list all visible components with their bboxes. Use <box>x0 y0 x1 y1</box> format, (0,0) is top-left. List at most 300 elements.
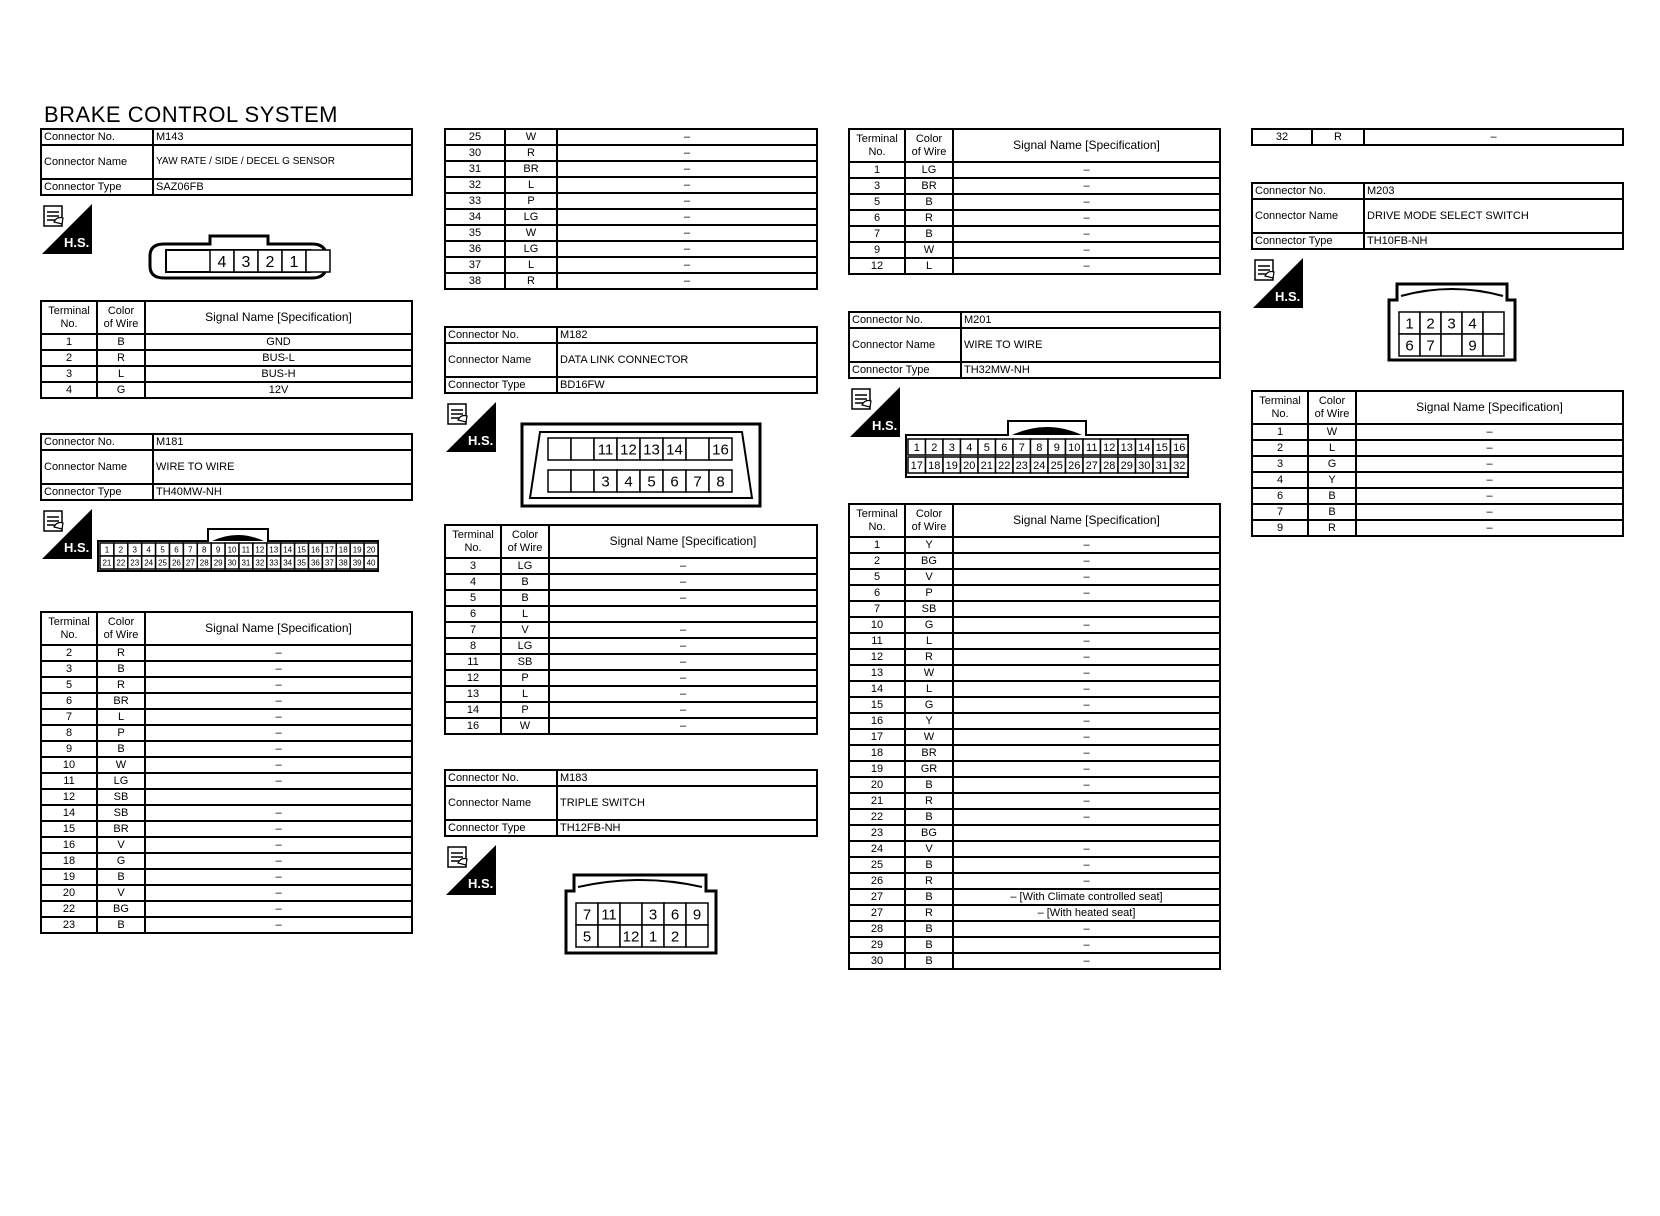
terminal-no-cell: 3 <box>1252 456 1308 472</box>
hs-label: H.S. <box>64 540 90 555</box>
terminal-row <box>445 606 817 622</box>
signal-name-cell: – <box>953 617 1220 633</box>
pin-number: 16 <box>310 545 320 555</box>
wire-color-cell: R <box>97 645 145 661</box>
wire-color-cell: Y <box>905 537 953 553</box>
m183-connector-shape <box>444 869 818 955</box>
signal-name-cell: – <box>145 661 412 677</box>
signal-name-cell: – <box>953 585 1220 601</box>
signal-name-cell: – <box>1356 440 1623 456</box>
terminal-no-cell: 3 <box>849 178 905 194</box>
terminal-no-cell: 12 <box>849 649 905 665</box>
terminal-row <box>849 921 1220 937</box>
wire-color-cell: P <box>501 702 549 718</box>
terminal-row <box>849 729 1220 745</box>
wire-color-cell: SB <box>501 654 549 670</box>
signal-name-cell <box>953 601 1220 617</box>
wire-color-cell: W <box>1308 424 1356 440</box>
signal-name-header: Signal Name [Specification] <box>953 129 1220 162</box>
pin-number: 20 <box>963 459 976 472</box>
wire-color-cell: W <box>905 665 953 681</box>
terminal-row <box>849 697 1220 713</box>
signal-name-cell: – <box>549 718 817 734</box>
pin-number: 22 <box>998 459 1011 472</box>
m201-terminal-table-continued <box>1251 128 1624 146</box>
pin-number: 7 <box>1018 441 1025 454</box>
signal-name-cell: – <box>953 178 1220 194</box>
signal-name-cell: – <box>549 590 817 606</box>
terminal-no-cell: 13 <box>849 665 905 681</box>
page-title: BRAKE CONTROL SYSTEM <box>44 102 339 127</box>
pin-number: 31 <box>1155 459 1168 472</box>
terminal-row <box>849 162 1220 178</box>
wire-color-cell: L <box>97 709 145 725</box>
wire-color-cell: R <box>905 649 953 665</box>
terminal-row <box>849 873 1220 889</box>
terminal-row <box>849 569 1220 585</box>
terminal-row <box>849 649 1220 665</box>
terminal-no-cell: 36 <box>445 241 505 257</box>
terminal-row <box>41 709 412 725</box>
pin-number: 3 <box>132 545 137 555</box>
signal-name-cell: – <box>953 729 1220 745</box>
signal-name-cell: – <box>557 145 817 161</box>
pin-number: 15 <box>297 545 307 555</box>
pin-number: 14 <box>666 441 683 459</box>
wire-color-cell: B <box>905 857 953 873</box>
pin-number: 11 <box>601 906 617 924</box>
pin-number: 7 <box>582 906 592 924</box>
pin-number: 1 <box>648 928 658 946</box>
wire-color-cell: R <box>905 793 953 809</box>
hs-label: H.S. <box>872 418 898 433</box>
pin-number: 2 <box>265 253 275 271</box>
pin-number: 7 <box>188 545 193 555</box>
signal-name-cell: – <box>953 194 1220 210</box>
terminal-no-cell: 32 <box>1252 129 1312 145</box>
pin-number: 1 <box>104 545 110 555</box>
terminal-row <box>445 161 817 177</box>
m201-connector-diagram <box>848 413 1221 479</box>
terminal-no-cell: 5 <box>445 590 501 606</box>
pin-number: 5 <box>160 545 165 555</box>
m183-terminal-table <box>848 128 1221 275</box>
connector-name-label: Connector Name <box>445 786 557 820</box>
terminal-row <box>41 917 412 933</box>
terminal-no-header: Terminal No. <box>41 612 97 645</box>
pin-cell <box>571 438 594 460</box>
terminal-no-cell: 3 <box>41 366 97 382</box>
wire-color-cell: B <box>97 741 145 757</box>
wire-color-cell: B <box>905 777 953 793</box>
connector-type-label: Connector Type <box>849 362 961 378</box>
terminal-no-cell: 14 <box>445 702 501 718</box>
signal-name-cell: – <box>557 161 817 177</box>
wire-color-cell: G <box>1308 456 1356 472</box>
pin-number: 10 <box>227 545 237 555</box>
terminal-no-cell: 14 <box>41 805 97 821</box>
signal-name-header: Signal Name [Specification] <box>549 525 817 558</box>
pin-number: 3 <box>1447 315 1456 333</box>
terminal-row <box>849 857 1220 873</box>
signal-name-cell: – <box>1356 520 1623 536</box>
wire-color-cell: Y <box>905 713 953 729</box>
terminal-row <box>849 809 1220 825</box>
pin-number: 6 <box>174 545 179 555</box>
pin-number: 19 <box>352 545 362 555</box>
signal-name-cell: – <box>953 809 1220 825</box>
wire-color-cell: B <box>905 937 953 953</box>
pin-number: 37 <box>324 558 334 568</box>
terminal-no-cell: 16 <box>445 718 501 734</box>
m181-connector-diagram <box>40 523 413 573</box>
pin-number: 21 <box>980 459 993 472</box>
terminal-no-cell: 18 <box>41 853 97 869</box>
terminal-row <box>445 638 817 654</box>
terminal-no-cell: 17 <box>849 729 905 745</box>
color-of-wire-header: Color of Wire <box>1308 391 1356 424</box>
connector-no-label: Connector No. <box>41 434 153 450</box>
signal-name-cell: BUS-H <box>145 366 412 382</box>
terminal-no-cell: 5 <box>41 677 97 693</box>
wire-color-cell: W <box>501 718 549 734</box>
terminal-row <box>1252 129 1623 145</box>
pin-number: 9 <box>215 545 221 555</box>
signal-name-cell: – <box>953 777 1220 793</box>
wire-color-cell: R <box>97 350 145 366</box>
wire-color-cell: G <box>905 617 953 633</box>
pin-number: 13 <box>643 441 660 459</box>
terminal-row <box>41 334 412 350</box>
terminal-no-cell: 28 <box>849 921 905 937</box>
pin-number: 5 <box>983 441 990 454</box>
wire-color-cell: LG <box>505 209 557 225</box>
connector-name-label: Connector Name <box>1252 199 1364 233</box>
pin-number: 6 <box>1001 441 1008 454</box>
terminal-row <box>41 741 412 757</box>
signal-name-cell <box>145 789 412 805</box>
pin-number: 36 <box>310 558 320 568</box>
pin-cell <box>548 470 571 492</box>
signal-name-cell: – <box>953 873 1220 889</box>
connector-type-label: Connector Type <box>41 484 153 500</box>
pin-number: 23 <box>1015 459 1028 472</box>
terminal-row <box>445 273 817 289</box>
connector-no-label: Connector No. <box>445 770 557 786</box>
wire-color-cell: B <box>97 334 145 350</box>
signal-name-cell: – <box>1356 424 1623 440</box>
connector-type-value: TH32MW-NH <box>961 362 1220 378</box>
pin-number: 6 <box>670 473 679 491</box>
terminal-no-cell: 22 <box>41 901 97 917</box>
wire-color-cell: L <box>505 257 557 273</box>
pin-number: 12 <box>620 441 637 459</box>
signal-name-cell: – <box>953 226 1220 242</box>
wire-color-cell: B <box>501 574 549 590</box>
terminal-row <box>445 654 817 670</box>
terminal-no-cell: 37 <box>445 257 505 273</box>
pin-number: 30 <box>1138 459 1151 472</box>
terminal-no-cell: 11 <box>849 633 905 649</box>
signal-name-cell: – <box>953 633 1220 649</box>
terminal-no-cell: 7 <box>445 622 501 638</box>
connector-no-value: M201 <box>961 312 1220 328</box>
terminal-no-header: Terminal No. <box>41 301 97 334</box>
wire-color-cell: BR <box>905 745 953 761</box>
terminal-no-cell: 4 <box>1252 472 1308 488</box>
signal-name-cell: – <box>953 953 1220 969</box>
terminal-no-cell: 20 <box>849 777 905 793</box>
signal-name-cell: – <box>145 645 412 661</box>
m181-connector-shape <box>40 523 413 573</box>
terminal-row <box>849 242 1220 258</box>
pin-number: 22 <box>116 558 126 568</box>
column-4 <box>1251 128 1624 537</box>
terminal-row <box>445 225 817 241</box>
terminal-no-cell: 6 <box>41 693 97 709</box>
terminal-no-cell: 10 <box>41 757 97 773</box>
wire-color-cell: V <box>905 569 953 585</box>
signal-name-cell: – <box>145 741 412 757</box>
terminal-no-cell: 9 <box>41 741 97 757</box>
wire-color-cell: P <box>905 585 953 601</box>
signal-name-cell: 12V <box>145 382 412 398</box>
m143-connector-shape <box>40 214 413 284</box>
terminal-no-cell: 20 <box>41 885 97 901</box>
pin-number: 10 <box>1068 441 1081 454</box>
terminal-no-cell: 14 <box>849 681 905 697</box>
connector-name-value: WIRE TO WIRE <box>961 328 1220 362</box>
terminal-row <box>445 702 817 718</box>
wire-color-cell: B <box>905 809 953 825</box>
terminal-no-header: Terminal No. <box>1252 391 1308 424</box>
terminal-row <box>445 574 817 590</box>
m183-info-table <box>444 769 818 837</box>
terminal-no-cell: 9 <box>1252 520 1308 536</box>
signal-name-cell: – <box>145 837 412 853</box>
pin-number: 12 <box>1103 441 1116 454</box>
terminal-row <box>1252 488 1623 504</box>
color-of-wire-header: Color of Wire <box>905 504 953 537</box>
terminal-row <box>41 885 412 901</box>
signal-name-cell: – <box>145 821 412 837</box>
connector-no-value: M183 <box>557 770 817 786</box>
wire-color-cell: G <box>97 853 145 869</box>
pin-number: 12 <box>255 545 265 555</box>
wire-color-cell: LG <box>905 162 953 178</box>
terminal-row <box>445 558 817 574</box>
terminal-row <box>41 693 412 709</box>
signal-name-cell: – <box>1356 472 1623 488</box>
pin-number: 27 <box>185 558 195 568</box>
wire-color-cell: G <box>905 697 953 713</box>
terminal-no-cell: 6 <box>445 606 501 622</box>
signal-name-cell: – <box>145 757 412 773</box>
connector-name-value: DATA LINK CONNECTOR <box>557 343 817 377</box>
pin-number: 25 <box>1050 459 1063 472</box>
signal-name-cell: – <box>953 761 1220 777</box>
pin-number: 2 <box>1426 315 1435 333</box>
wire-color-cell: B <box>905 194 953 210</box>
signal-name-cell: – [With heated seat] <box>953 905 1220 921</box>
signal-name-cell: – <box>145 693 412 709</box>
connector-name-value: YAW RATE / SIDE / DECEL G SENSOR <box>153 145 412 179</box>
wire-color-cell: V <box>97 885 145 901</box>
pin-number: 11 <box>241 545 251 555</box>
pin-number: 5 <box>647 473 656 491</box>
terminal-no-cell: 12 <box>41 789 97 805</box>
connector-no-value: M203 <box>1364 183 1623 199</box>
column-2 <box>444 128 818 955</box>
signal-name-cell: – <box>953 681 1220 697</box>
pin-number: 1 <box>913 441 920 454</box>
color-of-wire-header: Color of Wire <box>905 129 953 162</box>
terminal-no-cell: 21 <box>849 793 905 809</box>
pin-number: 31 <box>241 558 251 568</box>
m201-info-table <box>848 311 1221 379</box>
wire-color-cell: W <box>505 129 557 145</box>
terminal-no-cell: 8 <box>445 638 501 654</box>
wire-color-cell: G <box>97 382 145 398</box>
wire-color-cell: SB <box>97 789 145 805</box>
terminal-no-cell: 23 <box>41 917 97 933</box>
terminal-no-cell: 29 <box>849 937 905 953</box>
terminal-row <box>445 145 817 161</box>
pin-number: 8 <box>1036 441 1043 454</box>
pin-number: 20 <box>366 545 376 555</box>
wire-color-cell: P <box>505 193 557 209</box>
terminal-row <box>849 665 1220 681</box>
terminal-no-cell: 2 <box>41 645 97 661</box>
terminal-row <box>849 825 1220 841</box>
pin-cell <box>1441 334 1462 356</box>
terminal-row <box>41 805 412 821</box>
wire-color-cell: L <box>905 633 953 649</box>
m182-connector-shape <box>444 420 818 510</box>
wire-color-cell: L <box>501 686 549 702</box>
signal-name-cell: – <box>953 258 1220 274</box>
m182-info-table <box>444 326 818 394</box>
terminal-row <box>1252 424 1623 440</box>
connector-no-label: Connector No. <box>849 312 961 328</box>
terminal-no-cell: 24 <box>849 841 905 857</box>
terminal-row <box>445 193 817 209</box>
terminal-no-cell: 25 <box>849 857 905 873</box>
signal-name-cell: – <box>145 805 412 821</box>
connector-name-value: WIRE TO WIRE <box>153 450 412 484</box>
signal-name-cell: – <box>549 670 817 686</box>
pin-number: 32 <box>1173 459 1186 472</box>
terminal-no-cell: 7 <box>849 601 905 617</box>
signal-name-header: Signal Name [Specification] <box>145 612 412 645</box>
signal-name-cell: – <box>953 841 1220 857</box>
signal-name-header: Signal Name [Specification] <box>145 301 412 334</box>
terminal-row <box>445 241 817 257</box>
wire-color-cell: GR <box>905 761 953 777</box>
wire-color-cell: W <box>97 757 145 773</box>
terminal-row <box>849 178 1220 194</box>
signal-name-cell: – <box>145 917 412 933</box>
terminal-no-cell: 30 <box>849 953 905 969</box>
connector-type-value: TH12FB-NH <box>557 820 817 836</box>
terminal-row <box>849 745 1220 761</box>
terminal-row <box>849 585 1220 601</box>
wire-color-cell: V <box>97 837 145 853</box>
terminal-row <box>1252 472 1623 488</box>
signal-name-cell <box>549 606 817 622</box>
signal-name-cell: – <box>557 241 817 257</box>
signal-name-cell: – <box>557 193 817 209</box>
wire-color-cell: P <box>97 725 145 741</box>
pin-number: 9 <box>1053 441 1060 454</box>
signal-name-cell: BUS-L <box>145 350 412 366</box>
signal-name-cell: – <box>557 129 817 145</box>
signal-name-cell: – <box>145 869 412 885</box>
signal-name-cell: – <box>145 885 412 901</box>
wire-color-cell: BR <box>97 693 145 709</box>
pin-number: 3 <box>648 906 658 924</box>
signal-name-cell: – <box>953 697 1220 713</box>
terminal-row <box>41 853 412 869</box>
connector-no-label: Connector No. <box>1252 183 1364 199</box>
wire-color-cell: R <box>905 905 953 921</box>
connector-type-value: TH40MW-NH <box>153 484 412 500</box>
pin-number: 28 <box>1103 459 1116 472</box>
signal-name-cell: – <box>953 793 1220 809</box>
pin-number: 16 <box>712 441 729 459</box>
wire-color-cell: B <box>1308 488 1356 504</box>
connector-no-label: Connector No. <box>41 129 153 145</box>
signal-name-cell: – <box>557 225 817 241</box>
terminal-row <box>41 773 412 789</box>
terminal-row <box>41 757 412 773</box>
terminal-no-cell: 31 <box>445 161 505 177</box>
hs-label: H.S. <box>468 433 494 448</box>
pin-number: 3 <box>241 253 251 271</box>
wire-color-cell: SB <box>97 805 145 821</box>
connector-no-label: Connector No. <box>445 327 557 343</box>
pin-number: 5 <box>582 928 592 946</box>
pin-number: 11 <box>1086 441 1098 454</box>
signal-name-cell: – <box>953 569 1220 585</box>
terminal-row <box>41 645 412 661</box>
terminal-row <box>849 905 1220 921</box>
terminal-row <box>849 777 1220 793</box>
terminal-row <box>41 382 412 398</box>
terminal-no-cell: 26 <box>849 873 905 889</box>
signal-name-header: Signal Name [Specification] <box>1356 391 1623 424</box>
terminal-no-cell: 6 <box>849 210 905 226</box>
pin-number: 14 <box>283 545 293 555</box>
terminal-row <box>41 821 412 837</box>
terminal-no-cell: 19 <box>41 869 97 885</box>
wire-color-cell: SB <box>905 601 953 617</box>
wire-color-cell: R <box>905 210 953 226</box>
pin-cell <box>1483 312 1504 334</box>
pin-number: 35 <box>297 558 307 568</box>
terminal-no-cell: 6 <box>1252 488 1308 504</box>
m182-terminal-table <box>444 524 818 735</box>
wire-color-cell: L <box>97 366 145 382</box>
wire-color-cell: B <box>1308 504 1356 520</box>
pin-number: 30 <box>227 558 237 568</box>
color-of-wire-header: Color of Wire <box>97 301 145 334</box>
terminal-row <box>445 129 817 145</box>
terminal-row <box>1252 440 1623 456</box>
signal-name-cell: – <box>557 209 817 225</box>
m181-terminal-table-continued <box>444 128 818 290</box>
pin-number: 4 <box>217 253 227 271</box>
